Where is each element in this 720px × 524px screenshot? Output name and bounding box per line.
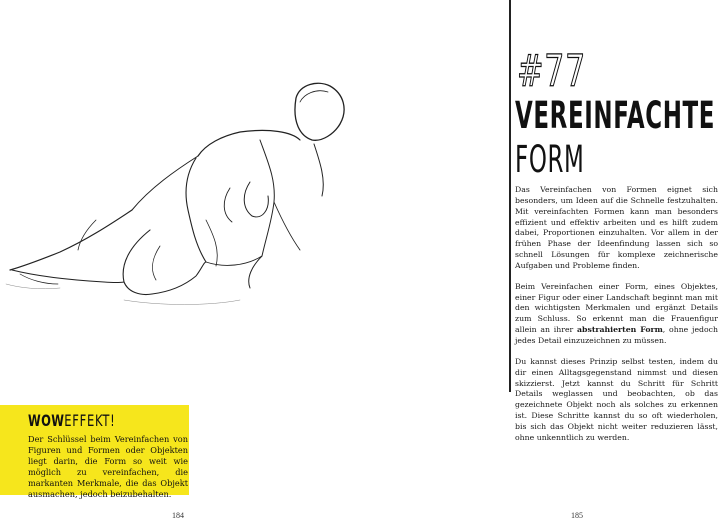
page-number-right: 185: [571, 511, 583, 520]
chapter-title-line1: VEREINFACHTE: [515, 94, 716, 137]
paragraph-2: [515, 282, 718, 347]
chapter-number: #77: [517, 46, 587, 97]
vertical-rule: [509, 0, 511, 392]
wow-effekt-title: [28, 411, 115, 430]
paragraph-2-bold: abstrahierten Form: [577, 325, 663, 335]
body-text: [515, 185, 718, 454]
paragraph-2-part2: , ohne jedoch jedes Detail einzuzeichnen zu müssen.: [515, 325, 718, 345]
paragraph-3: Du kannst dieses Prinzip selbst testen, indem du dir einen Alltagsgegenstand nimmst und diesen skizzierst. Jetzt kannst du Schritt für Schritt Details weglassen und beobachten, ob das gezeichnete Objekt noch als solches zu erkennen ist. Diese Schritte kannst du so oft wiederholen, bis sich das Objekt nicht weiter reduzieren lässt, ohne unkenntlich zu werden.: [515, 356, 718, 442]
wow-title-thin: EFFEKT!: [64, 411, 116, 430]
paragraph-1: Das Vereinfachen von Formen eignet sich besonders, um Ideen auf die Schnelle festzuhalten. Mit vereinfachten Formen kann man besonders effizient und effektiv arbeiten und es hilft zudem dabei, Proportionen einzuhalten. Vor allem in der frühen Phase der Ideenfindung lassen sich so schnell Lösungen für komplexe zeichnerische Aufgaben und Probleme finden.: [515, 185, 718, 270]
wow-title-bold: WOW: [28, 411, 65, 430]
figure-sketch: [0, 70, 360, 330]
page-number-left: 184: [172, 511, 184, 520]
wow-effekt-box: [0, 405, 189, 499]
paragraph-2-part1: Beim Vereinfachen einer Form, eines Objektes, einer Figur oder einer Landschaft beginnt man mit den wichtigsten Merkmalen und ergänzt Details zum Schluss. So erkennt man die Frauenfigur allein an ihrer: [515, 281, 718, 335]
wow-effekt-text: Der Schlüssel beim Vereinfachen von Figuren und Formen oder Objekten liegt darin, die Form so weit wie möglich zu vereinfachen, die markanten Merkmale, die das Objekt ausmachen, jedoch beizubehalten.: [28, 434, 188, 499]
chapter-title-line2: FORM: [515, 138, 585, 181]
